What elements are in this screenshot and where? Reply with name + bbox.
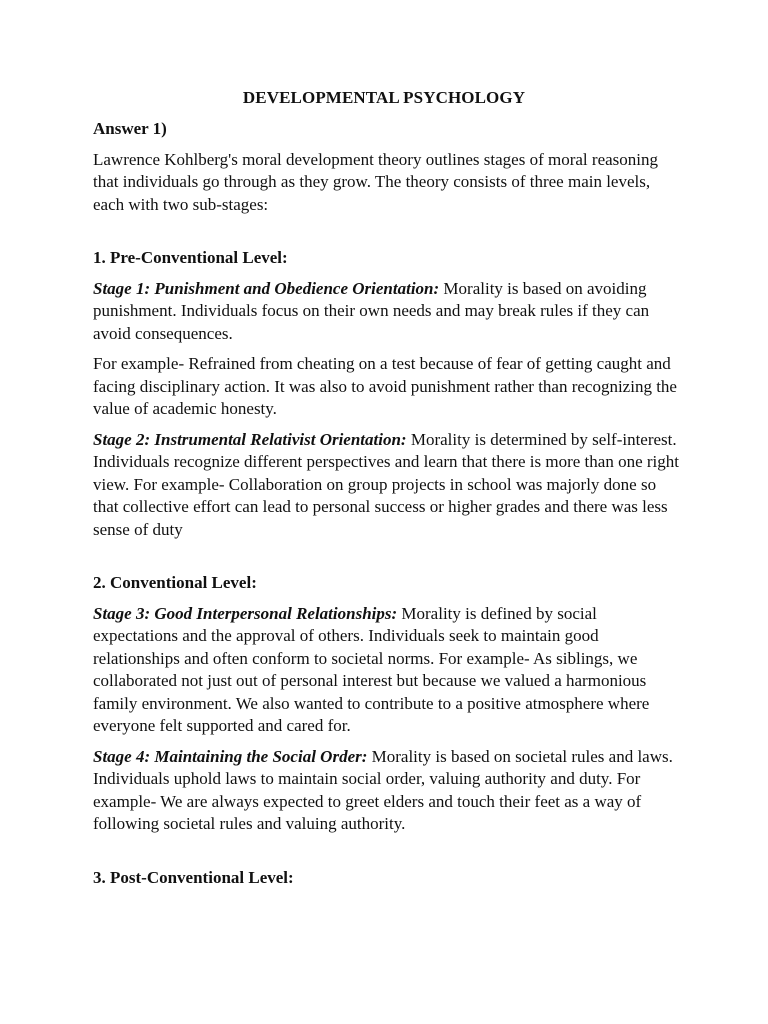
answer-label: Answer 1) bbox=[93, 119, 167, 138]
section-heading-conventional: 2. Conventional Level: bbox=[93, 573, 257, 592]
stage-1-text: Morality is based on avoiding punishment. Individuals focus on their own needs and may break rules if they can avoid consequences. bbox=[93, 278, 650, 343]
stage-1-title: Stage 1: Punishment and Obedience Orientation: bbox=[93, 278, 440, 298]
document-body bbox=[93, 118, 683, 897]
stage-4-title: Stage 4: Maintaining the Social Order: bbox=[93, 746, 368, 766]
intro-paragraph: Lawrence Kohlberg's moral development theory outlines stages of moral reasoning that individuals go through as they grow. The theory consists of three main levels, each with two sub-stages: bbox=[93, 149, 659, 214]
section-heading-post-conventional: 3. Post-Conventional Level: bbox=[93, 867, 294, 887]
stage-2-text: Morality is determined by self-interest. Individuals recognize different perspectives and learn that there is more than one right view. For example- Collaboration on group projects in school was majorly done so that collective effort can lead to personal success or higher grades and there was less sense of duty bbox=[93, 429, 679, 539]
stage-1-paragraph bbox=[93, 278, 683, 346]
stage-4-text: Morality is based on societal rules and laws. Individuals uphold laws to maintain social order, valuing authority and duty. For example- We are always expected to greet elders and touch their feet as a way of following societal rules and valuing authority. bbox=[93, 746, 673, 833]
document-title: DEVELOPMENTAL PSYCHOLOGY bbox=[242, 88, 526, 107]
stage-2-paragraph bbox=[93, 429, 683, 542]
stage-2-title: Stage 2: Instrumental Relativist Orientation: bbox=[93, 429, 407, 449]
section-heading-pre-conventional: 1. Pre-Conventional Level: bbox=[93, 248, 288, 267]
stage-4-paragraph bbox=[93, 746, 683, 836]
stage-1-example: For example- Refrained from cheating on a test because of fear of getting caught and facing disciplinary action. It was also to avoid punishment rather than recognizing the value of academic honesty. bbox=[93, 354, 677, 418]
stage-3-paragraph bbox=[93, 603, 683, 738]
stage-3-text: Morality is defined by social expectations and the approval of others. Individuals seek to maintain good relationships and often conform to societal norms. For example- As siblings, we collaborated not just out of personal interest but because we valued a harmonious family environment. We also wanted to contribute to a positive atmosphere where everyone felt supported and cared for. bbox=[93, 603, 650, 735]
stage-3-title: Stage 3: Good Interpersonal Relationships: bbox=[93, 603, 398, 623]
